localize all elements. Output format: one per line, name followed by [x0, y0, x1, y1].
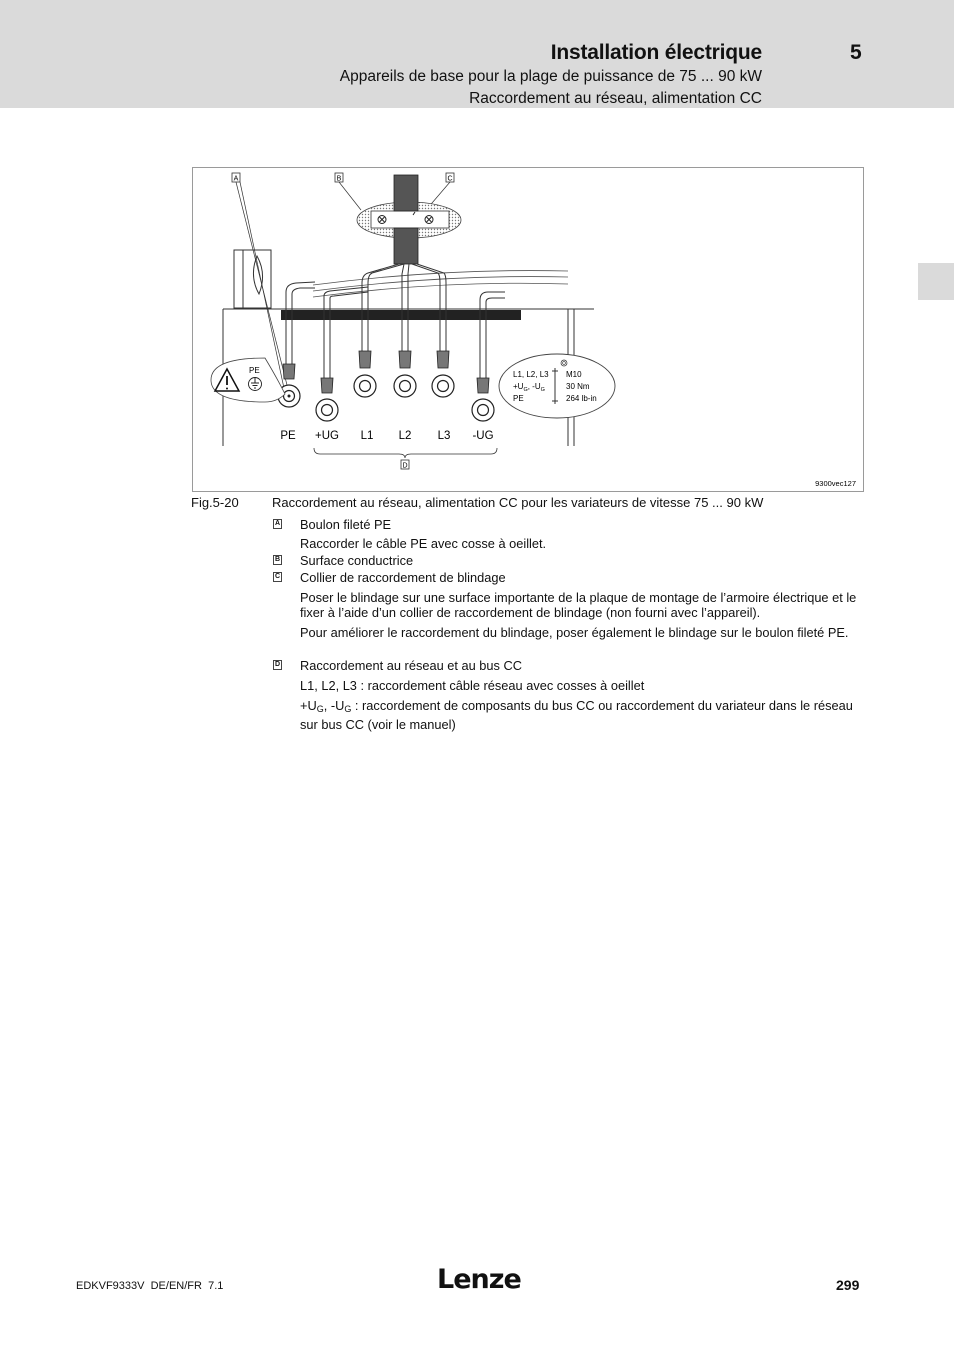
terminal-lugs — [278, 351, 494, 421]
torque-row3-left: PE — [513, 394, 524, 403]
footer-doc-id: EDKVF9333V — [76, 1280, 145, 1292]
legend-c-p2: Pour améliorer le raccordement du blindage, poser également le blindage sur le boulon fileté PE. — [300, 625, 849, 640]
key-b-label: B — [336, 175, 342, 183]
pe-symbol-label: PE — [249, 366, 260, 375]
page-subtitle-1: Appareils de base pour la plage de puissance de 75 ... 90 kW — [339, 68, 762, 85]
torque-row3-right: 264 lb-in — [566, 394, 597, 403]
legend-d-p1: L1, L2, L3 : raccordement câble réseau avec cosses à oeillet — [300, 678, 645, 693]
legend-a-title: Boulon fileté PE — [300, 517, 392, 532]
key-a — [232, 173, 240, 183]
shield-clamp — [357, 175, 461, 264]
key-c — [446, 173, 454, 183]
key-d-label: D — [402, 462, 408, 470]
legend-d-title: Raccordement au réseau et au bus CC — [300, 658, 522, 673]
legend-key-c: C — [274, 573, 281, 580]
footer-version: 7.1 — [208, 1280, 224, 1292]
legend-key-b: B — [274, 556, 281, 563]
page-subtitle-2: Raccordement au réseau, alimentation CC — [469, 90, 762, 107]
terminal-label-l2: L2 — [398, 430, 412, 442]
page-title: Installation électrique — [550, 41, 762, 64]
terminal-label-minus-ug: -UG — [472, 430, 494, 442]
pe-warning-callout — [211, 358, 285, 402]
torque-row2-left: $+U_G$, $-U_G$ — [513, 382, 545, 393]
figure-caption-text: Raccordement au réseau, alimentation CC pour les variateurs de vitesse 75 ... 90 kW — [272, 495, 764, 510]
legend-c-p1: Poser le blindage sur une surface importante de la plaque de montage de l’armoire électrique et le fixer à l’aide d’un collier de raccordement de blindage (non fourni avec l’appareil). — [300, 590, 857, 620]
key-b — [335, 173, 343, 183]
legend-b-title: Surface conductrice — [300, 553, 414, 568]
terminal-label-l1: L1 — [360, 430, 374, 442]
key-c-label: C — [447, 175, 453, 183]
torque-row1-right: M10 — [566, 370, 582, 379]
legend-a-p1: Raccorder le câble PE avec cosse à oeillet. — [300, 536, 547, 551]
legend-key-d: D — [274, 661, 281, 668]
footer-doc-info — [76, 1280, 223, 1292]
legend-d-p2: $+U_G$, $-U_G$ : raccordement de composants du bus CC ou raccordement du variateur dans le réseau sur bus CC (voir le manuel) — [300, 698, 853, 732]
figure-code: 9300vec127 — [815, 479, 856, 488]
key-a-label: A — [233, 175, 239, 183]
terminal-strip — [281, 310, 521, 320]
chapter-number: 5 — [850, 41, 862, 64]
torque-row1-left: L1, L2, L3 — [513, 370, 549, 379]
footer-lang: DE/EN/FR — [150, 1280, 202, 1292]
torque-row2-right: 30 Nm — [566, 382, 590, 391]
legend-c-title: Collier de raccordement de blindage — [300, 570, 506, 585]
terminal-group-brace — [314, 448, 497, 458]
torque-callout — [499, 354, 615, 418]
chapter-side-tab — [918, 263, 954, 300]
terminal-label-l3: L3 — [437, 430, 451, 442]
wiring-figure — [192, 167, 864, 492]
key-d — [401, 460, 409, 470]
wiring-diagram — [193, 168, 865, 493]
page-number: 299 — [836, 1277, 860, 1293]
terminal-label-pe: PE — [280, 430, 296, 442]
terminal-label-plus-ug: +UG — [315, 430, 339, 442]
figure-caption-label: Fig.5-20 — [191, 495, 239, 510]
terminal-labels — [280, 430, 493, 442]
lenze-logo: Lenze — [437, 1264, 521, 1295]
legend-key-a: A — [274, 520, 281, 527]
